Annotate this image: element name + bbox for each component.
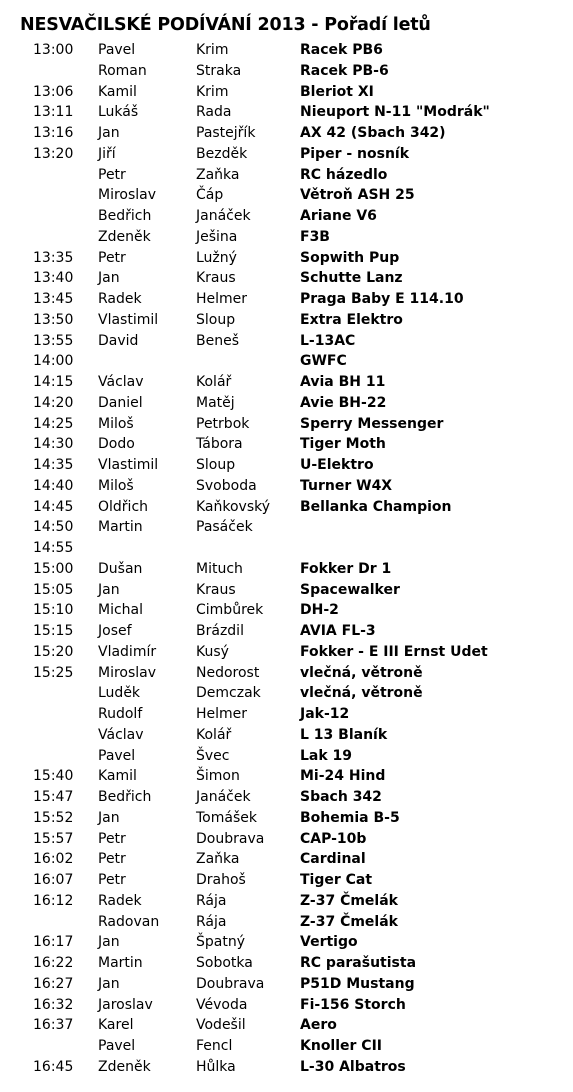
pilot-last-name: Bezděk	[196, 145, 248, 162]
pilot-last-name: Švec	[196, 747, 230, 764]
aircraft-name: Spacewalker	[300, 581, 400, 598]
aircraft-name: Sperry Messenger	[300, 415, 444, 432]
aircraft-name: Piper - nosník	[300, 145, 410, 162]
list-item	[0, 61, 573, 82]
aircraft-name: Mi-24 Hind	[300, 768, 386, 785]
aircraft-name: vlečná, větroně	[300, 664, 423, 681]
pilot-first-name: Pavel	[98, 42, 136, 58]
aircraft-name: Z-37 Čmelák	[300, 913, 398, 930]
pilot-first-name: Miroslav	[98, 187, 157, 204]
flight-time: 13:20	[33, 145, 74, 162]
list-item	[0, 1057, 573, 1078]
pilot-first-name: Petr	[98, 830, 126, 847]
aircraft-name: Fokker Dr 1	[300, 560, 392, 577]
pilot-first-name: Vlastimil	[98, 457, 159, 473]
list-item	[0, 746, 573, 767]
flight-time: 15:10	[33, 602, 74, 619]
flight-time: 16:32	[33, 996, 74, 1013]
aircraft-name: Sbach 342	[300, 789, 382, 805]
pilot-first-name: Jan	[98, 809, 120, 826]
flight-time: 16:37	[33, 1017, 74, 1034]
list-item	[0, 891, 573, 912]
aircraft-name: Tiger Cat	[300, 872, 373, 888]
list-item	[0, 870, 573, 891]
flight-time: 15:20	[33, 643, 74, 660]
list-item	[0, 102, 573, 123]
aircraft-name: Bohemia B-5	[300, 809, 400, 826]
pilot-last-name: Pastejřík	[196, 125, 256, 141]
pilot-last-name: Nedorost	[196, 664, 260, 681]
flight-time: 15:57	[33, 830, 74, 847]
pilot-last-name: Cimbůrek	[196, 602, 264, 619]
pilot-last-name: Kusý	[196, 643, 229, 660]
pilot-first-name: Petr	[98, 851, 126, 868]
list-item	[0, 974, 573, 995]
flight-time: 13:35	[33, 249, 74, 266]
pilot-first-name: Miloš	[98, 415, 134, 432]
list-item	[0, 185, 573, 206]
list-item	[0, 40, 573, 61]
pilot-last-name: Hůlka	[196, 1058, 236, 1075]
pilot-first-name: Kamil	[98, 768, 137, 785]
pilot-first-name: Bedřich	[98, 208, 152, 224]
list-item	[0, 538, 573, 559]
pilot-first-name: Miroslav	[98, 664, 157, 681]
flight-time: 16:45	[33, 1058, 74, 1075]
flight-time: 13:55	[33, 332, 74, 349]
list-item	[0, 455, 573, 476]
list-item	[0, 227, 573, 248]
flight-time: 14:40	[33, 477, 74, 494]
flight-time: 16:22	[33, 955, 74, 971]
pilot-last-name: Straka	[196, 62, 242, 79]
pilot-last-name: Kraus	[196, 581, 236, 598]
pilot-first-name: Josef	[98, 623, 132, 639]
pilot-last-name: Kolář	[196, 726, 232, 743]
pilot-first-name: Zdeněk	[98, 1058, 151, 1075]
flight-time: 13:40	[33, 270, 74, 287]
flight-time: 15:15	[33, 623, 74, 639]
pilot-last-name: Tomášek	[196, 809, 257, 826]
aircraft-name: Vertigo	[300, 934, 358, 951]
flight-time: 13:16	[33, 125, 74, 141]
flight-time: 14:45	[33, 498, 74, 515]
aircraft-name: Jak-12	[300, 706, 350, 722]
pilot-last-name: Kraus	[196, 270, 236, 287]
pilot-first-name: Daniel	[98, 394, 143, 411]
list-item	[0, 268, 573, 289]
flight-time: 13:00	[33, 42, 74, 58]
aircraft-name: Racek PB6	[300, 42, 383, 58]
list-item	[0, 165, 573, 186]
aircraft-name: RC parašutista	[300, 955, 417, 971]
aircraft-name: DH-2	[300, 602, 339, 619]
pilot-first-name: Václav	[98, 374, 144, 390]
pilot-first-name: Petr	[98, 249, 126, 266]
aircraft-name: Extra Elektro	[300, 311, 403, 328]
pilot-last-name: Demczak	[196, 685, 261, 702]
flight-time: 14:50	[33, 519, 74, 536]
pilot-first-name: Petr	[98, 166, 126, 183]
aircraft-name: Větroň ASH 25	[300, 187, 415, 204]
pilot-first-name: Bedřich	[98, 789, 152, 805]
aircraft-name: Cardinal	[300, 851, 366, 868]
aircraft-name: Sopwith Pup	[300, 249, 400, 266]
list-item	[0, 912, 573, 933]
list-item	[0, 787, 573, 808]
aircraft-name: RC házedlo	[300, 166, 388, 183]
flight-time: 15:05	[33, 581, 74, 598]
pilot-last-name: Zaňka	[196, 166, 240, 183]
list-item	[0, 642, 573, 663]
aircraft-name: Praga Baby E 114.10	[300, 291, 464, 307]
list-item	[0, 808, 573, 829]
pilot-last-name: Brázdil	[196, 623, 244, 639]
pilot-first-name: Martin	[98, 519, 143, 536]
flight-time: 13:50	[33, 311, 74, 328]
pilot-last-name: Šimon	[196, 768, 240, 785]
aircraft-name: L-13AC	[300, 332, 356, 349]
pilot-first-name: Vlastimil	[98, 311, 159, 328]
pilot-last-name: Helmer	[196, 706, 248, 722]
pilot-first-name: Radek	[98, 892, 142, 909]
pilot-last-name: Zaňka	[196, 851, 240, 868]
list-item	[0, 331, 573, 352]
list-item	[0, 849, 573, 870]
list-item	[0, 289, 573, 310]
pilot-first-name: Dodo	[98, 436, 135, 453]
page-title: NESVAČILSKÉ PODÍVÁNÍ 2013 - Pořadí letů	[20, 15, 431, 35]
list-item	[0, 995, 573, 1016]
flight-time: 15:40	[33, 768, 74, 785]
flight-time: 14:15	[33, 374, 74, 390]
pilot-last-name: Janáček	[196, 789, 251, 805]
aircraft-name: Knoller CII	[300, 1038, 382, 1054]
aircraft-name: P51D Mustang	[300, 975, 415, 992]
flight-time: 14:00	[33, 353, 74, 370]
pilot-last-name: Sloup	[196, 311, 236, 328]
pilot-first-name: Lukáš	[98, 104, 139, 121]
flight-time: 15:52	[33, 809, 74, 826]
pilot-first-name: Jaroslav	[98, 996, 153, 1013]
list-item	[0, 310, 573, 331]
pilot-last-name: Kolář	[196, 374, 232, 390]
list-item	[0, 393, 573, 414]
pilot-last-name: Sobotka	[196, 955, 253, 971]
aircraft-name: Lak 19	[300, 747, 353, 764]
aircraft-name: AX 42 (Sbach 342)	[300, 125, 446, 141]
list-item	[0, 663, 573, 684]
pilot-last-name: Svoboda	[196, 477, 257, 494]
flight-time: 14:25	[33, 415, 74, 432]
aircraft-name: Ariane V6	[300, 208, 377, 224]
pilot-last-name: Kaňkovský	[196, 498, 271, 515]
list-item	[0, 683, 573, 704]
pilot-last-name: Sloup	[196, 457, 236, 473]
list-item	[0, 144, 573, 165]
flight-time: 16:07	[33, 872, 74, 888]
pilot-first-name: Martin	[98, 955, 143, 971]
pilot-last-name: Rája	[196, 892, 227, 909]
pilot-last-name: Drahoš	[196, 872, 246, 888]
pilot-last-name: Petrbok	[196, 415, 250, 432]
pilot-last-name: Vévoda	[196, 996, 248, 1013]
pilot-last-name: Fencl	[196, 1038, 233, 1054]
flight-time: 14:20	[33, 394, 74, 411]
aircraft-name: Schutte Lanz	[300, 270, 403, 287]
pilot-first-name: Radek	[98, 291, 142, 307]
flight-time: 16:27	[33, 975, 74, 992]
flight-time: 13:06	[33, 83, 74, 100]
aircraft-name: Avie BH-22	[300, 394, 387, 411]
pilot-first-name: Jan	[98, 581, 120, 598]
pilot-first-name: Luděk	[98, 685, 141, 702]
flight-time: 16:12	[33, 892, 74, 909]
pilot-first-name: Miloš	[98, 477, 134, 494]
pilot-first-name: Rudolf	[98, 706, 143, 722]
pilot-first-name: David	[98, 332, 139, 349]
flight-time: 15:25	[33, 664, 74, 681]
list-item	[0, 580, 573, 601]
pilot-first-name: Jan	[98, 125, 120, 141]
aircraft-name: Tiger Moth	[300, 436, 386, 453]
aircraft-name: F3B	[300, 228, 330, 245]
pilot-last-name: Ješina	[196, 228, 238, 245]
flight-time: 15:00	[33, 560, 74, 577]
aircraft-name: L-30 Albatros	[300, 1058, 406, 1075]
list-item	[0, 414, 573, 435]
pilot-first-name: Jan	[98, 270, 120, 287]
list-item	[0, 829, 573, 850]
aircraft-name: Turner W4X	[300, 477, 393, 494]
pilot-last-name: Helmer	[196, 291, 248, 307]
flight-time: 16:17	[33, 934, 74, 951]
list-item	[0, 600, 573, 621]
list-item	[0, 704, 573, 725]
pilot-last-name: Matěj	[196, 394, 235, 411]
list-item	[0, 434, 573, 455]
pilot-first-name: Jan	[98, 934, 120, 951]
aircraft-name: Nieuport N-11 "Modrák"	[300, 104, 490, 121]
aircraft-name: AVIA FL-3	[300, 623, 376, 639]
pilot-last-name: Janáček	[196, 208, 251, 224]
pilot-first-name: Radovan	[98, 913, 160, 930]
list-item	[0, 351, 573, 372]
flight-time: 13:11	[33, 104, 74, 121]
list-item	[0, 953, 573, 974]
pilot-first-name: Pavel	[98, 1038, 136, 1054]
pilot-last-name: Vodešil	[196, 1017, 246, 1034]
pilot-last-name: Pasáček	[196, 519, 253, 536]
pilot-last-name: Rája	[196, 913, 227, 930]
pilot-first-name: Pavel	[98, 747, 136, 764]
pilot-first-name: Karel	[98, 1017, 134, 1034]
pilot-first-name: Roman	[98, 62, 147, 79]
pilot-first-name: Michal	[98, 602, 144, 619]
aircraft-name: Racek PB-6	[300, 62, 389, 79]
list-item	[0, 932, 573, 953]
aircraft-name: Bellanka Champion	[300, 498, 452, 515]
pilot-first-name: Jiří	[98, 145, 116, 162]
list-item	[0, 82, 573, 103]
flight-time: 14:35	[33, 457, 74, 473]
flight-order-list	[0, 40, 573, 1078]
aircraft-name: Fi-156 Storch	[300, 996, 406, 1013]
aircraft-name: CAP-10b	[300, 830, 367, 847]
aircraft-name: Avia BH 11	[300, 374, 386, 390]
pilot-last-name: Špatný	[196, 934, 245, 951]
aircraft-name: L 13 Blaník	[300, 726, 388, 743]
pilot-last-name: Mituch	[196, 560, 243, 577]
pilot-last-name: Čáp	[196, 187, 224, 204]
pilot-last-name: Beneš	[196, 332, 239, 349]
aircraft-name: GWFC	[300, 353, 347, 370]
pilot-first-name: Dušan	[98, 560, 143, 577]
aircraft-name: Bleriot XI	[300, 83, 374, 100]
list-item	[0, 123, 573, 144]
flight-time: 16:02	[33, 851, 74, 868]
pilot-last-name: Rada	[196, 104, 232, 121]
flight-time: 14:55	[33, 540, 74, 556]
list-item	[0, 206, 573, 227]
pilot-last-name: Doubrava	[196, 975, 265, 992]
list-item	[0, 497, 573, 518]
pilot-last-name: Krim	[196, 83, 229, 100]
flight-time: 15:47	[33, 789, 74, 805]
list-item	[0, 766, 573, 787]
pilot-first-name: Vladimír	[98, 643, 157, 660]
pilot-last-name: Krim	[196, 42, 229, 58]
aircraft-name: Z-37 Čmelák	[300, 892, 398, 909]
pilot-last-name: Tábora	[196, 436, 243, 453]
list-item	[0, 372, 573, 393]
list-item	[0, 621, 573, 642]
pilot-first-name: Zdeněk	[98, 228, 151, 245]
pilot-first-name: Oldřich	[98, 498, 149, 515]
pilot-last-name: Lužný	[196, 249, 237, 266]
list-item	[0, 725, 573, 746]
flight-time: 14:30	[33, 436, 74, 453]
aircraft-name: Aero	[300, 1017, 337, 1034]
flight-time: 13:45	[33, 291, 74, 307]
aircraft-name: vlečná, větroně	[300, 685, 423, 702]
pilot-last-name: Doubrava	[196, 830, 265, 847]
list-item	[0, 476, 573, 497]
aircraft-name: U-Elektro	[300, 457, 374, 473]
pilot-first-name: Kamil	[98, 83, 137, 100]
pilot-first-name: Václav	[98, 726, 144, 743]
list-item	[0, 517, 573, 538]
list-item	[0, 1036, 573, 1057]
list-item	[0, 1015, 573, 1036]
list-item	[0, 248, 573, 269]
pilot-first-name: Petr	[98, 872, 126, 888]
aircraft-name: Fokker - E III Ernst Udet	[300, 643, 488, 660]
list-item	[0, 559, 573, 580]
pilot-first-name: Jan	[98, 975, 120, 992]
